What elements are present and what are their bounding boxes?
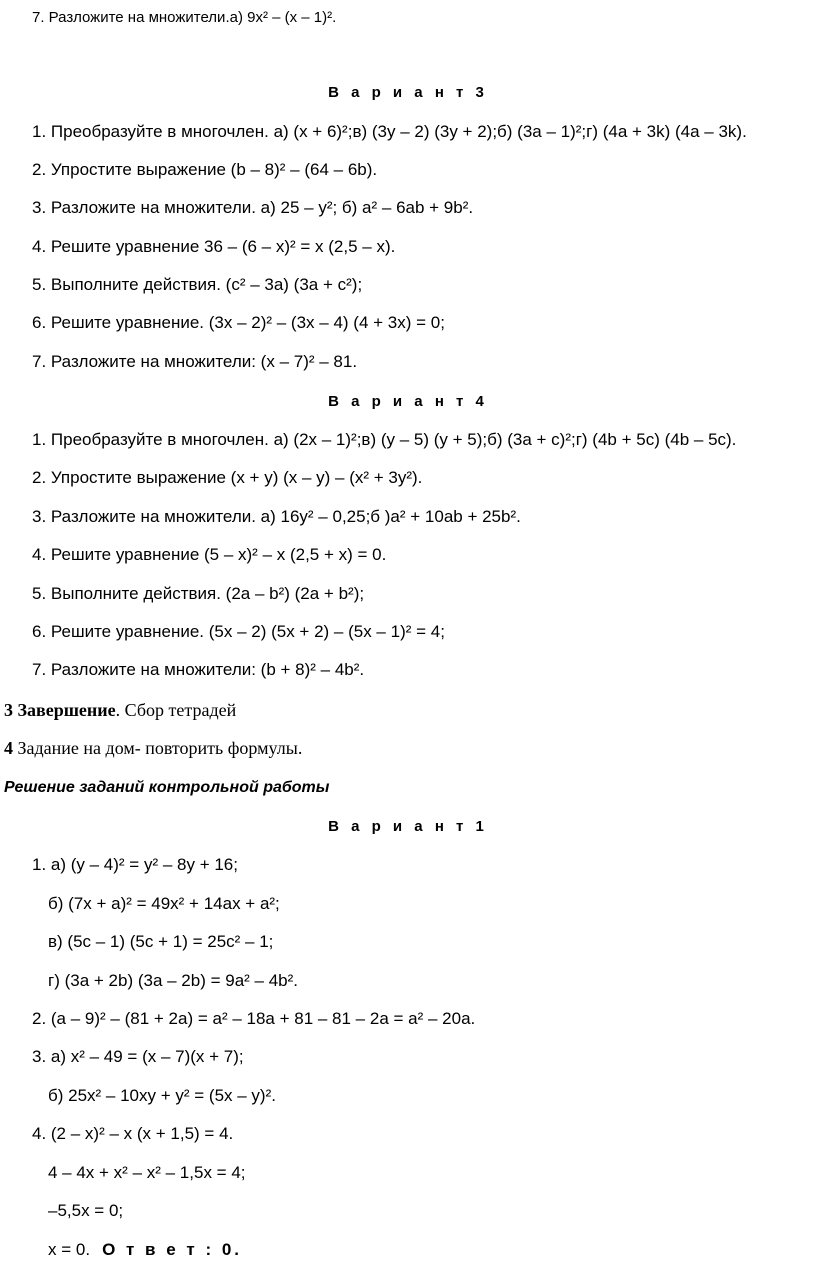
v3-task-1: 1. Преобразуйте в многочлен. а) (x + 6)²;в) (3y – 2) (3y + 2);б) (3a – 1)²;г) (4a + 3k) (4a – 3k). — [32, 122, 747, 141]
homework-text: Задание на дом- повторить формулы. — [13, 738, 303, 758]
v1-answer: О т в е т : 0. — [102, 1240, 243, 1259]
variant-1-heading: В а р и а н т 1 — [328, 818, 488, 835]
v4-task-3: 3. Разложите на множители. а) 16y² – 0,25;б )a² + 10ab + 25b². — [32, 507, 521, 526]
v3-task-3: 3. Разложите на множители. а) 25 – y²; б) a² – 6ab + 9b². — [32, 198, 474, 217]
v1-solution-2: 2. (a – 9)² – (81 + 2a) = a² – 18a + 81 – 81 – 2a = a² – 20a. — [32, 1009, 476, 1028]
v1-solution-4-result — [48, 1240, 242, 1260]
conclusion-line — [4, 700, 236, 720]
v1-solution-4-x: x = 0. — [48, 1240, 91, 1259]
v1-solution-3a: 3. а) x² – 49 = (x – 7)(x + 7); — [32, 1047, 244, 1066]
task-7-previous-variant: 7. Разложите на множители.а) 9x² – (x – 1)². — [32, 9, 337, 26]
v1-solution-4: 4. (2 – x)² – x (x + 1,5) = 4. — [32, 1124, 234, 1143]
homework-line — [4, 738, 302, 758]
v1-solution-1c: в) (5c – 1) (5c + 1) = 25c² – 1; — [48, 932, 274, 951]
conclusion-number: 3 — [4, 700, 13, 720]
v1-solution-1d: г) (3a + 2b) (3a – 2b) = 9a² – 4b². — [48, 971, 299, 990]
v1-solution-4-step2: –5,5x = 0; — [48, 1201, 124, 1220]
v3-task-6: 6. Решите уравнение. (3x – 2)² – (3x – 4) (4 + 3x) = 0; — [32, 313, 445, 332]
v3-task-4: 4. Решите уравнение 36 – (6 – x)² = x (2,5 – x). — [32, 237, 396, 256]
v4-task-1: 1. Преобразуйте в многочлен. а) (2x – 1)²;в) (y – 5) (y + 5);б) (3a + c)²;г) (4b + 5c) (4b – 5c). — [32, 430, 737, 449]
v3-task-7: 7. Разложите на множители: (x – 7)² – 81. — [32, 352, 358, 371]
v1-solution-4-step1: 4 – 4x + x² – x² – 1,5x = 4; — [48, 1163, 246, 1182]
variant-3-heading: В а р и а н т 3 — [328, 84, 488, 101]
v4-task-4: 4. Решите уравнение (5 – x)² – x (2,5 + x) = 0. — [32, 545, 387, 564]
v1-solution-1a: 1. а) (y – 4)² = y² – 8y + 16; — [32, 855, 238, 874]
conclusion-title: Завершение — [17, 700, 116, 720]
v4-task-7: 7. Разложите на множители: (b + 8)² – 4b². — [32, 660, 365, 679]
v1-solution-3b: б) 25x² – 10xy + y² = (5x – y)². — [48, 1086, 276, 1105]
v4-task-2: 2. Упростите выражение (x + y) (x – y) – (x² + 3y²). — [32, 468, 423, 487]
homework-number: 4 — [4, 738, 13, 758]
solutions-title: Решение заданий контрольной работы — [4, 779, 330, 796]
v3-task-2: 2. Упростите выражение (b – 8)² – (64 – 6b). — [32, 160, 378, 179]
v3-task-5: 5. Выполните действия. (c² – 3a) (3a + c²); — [32, 275, 363, 294]
variant-4-heading: В а р и а н т 4 — [328, 393, 488, 410]
v1-solution-1b: б) (7x + a)² = 49x² + 14ax + a²; — [48, 894, 280, 913]
v4-task-5: 5. Выполните действия. (2a – b²) (2a + b²); — [32, 584, 365, 603]
conclusion-text: . Сбор тетрадей — [115, 700, 237, 720]
v4-task-6: 6. Решите уравнение. (5x – 2) (5x + 2) – (5x – 1)² = 4; — [32, 622, 445, 641]
